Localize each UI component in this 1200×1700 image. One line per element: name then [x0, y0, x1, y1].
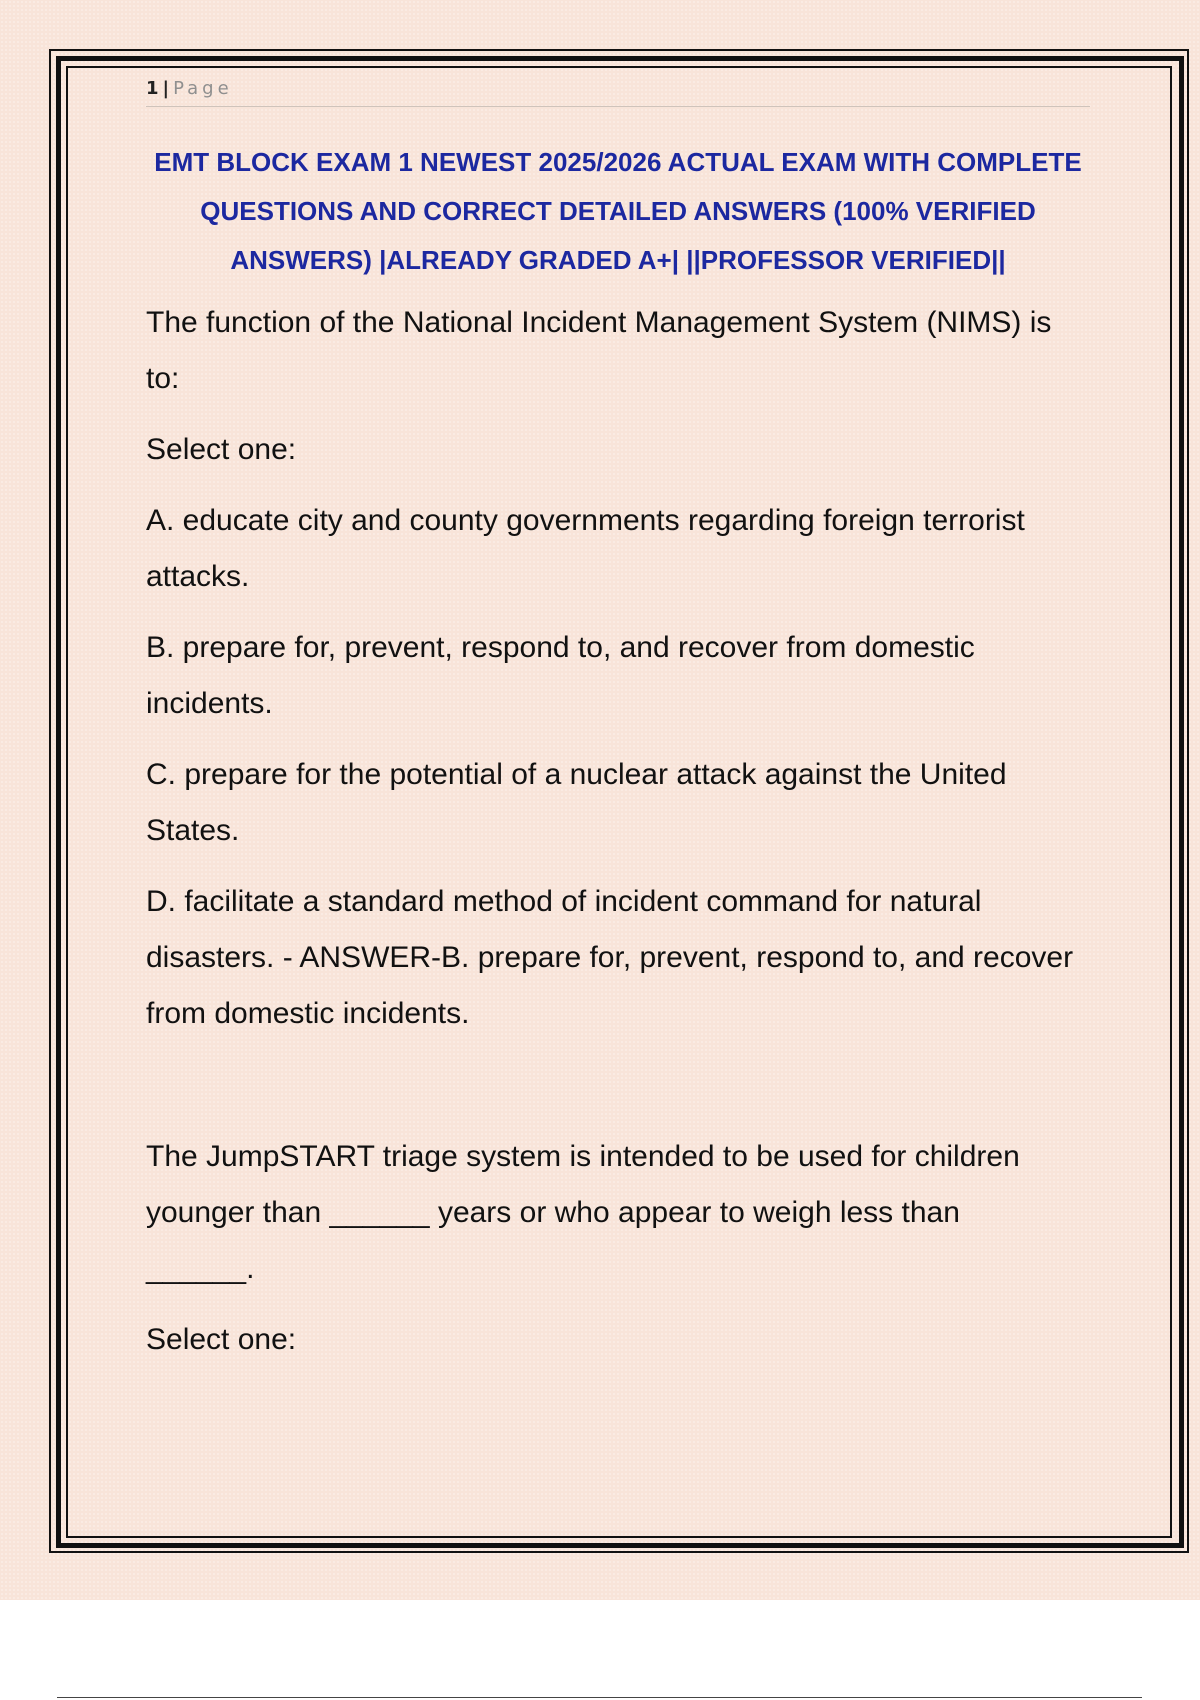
question-1-option-c: C. prepare for the potential of a nuclear attack against the United States.	[146, 758, 1007, 847]
question-2-stem-part1: The JumpSTART triage system is intended to be used for children younger than	[146, 1140, 1020, 1229]
page-label: Page	[173, 78, 233, 99]
page-number: 1	[146, 78, 159, 99]
document-title: EMT BLOCK EXAM 1 NEWEST 2025/2026 ACTUAL EXAM WITH COMPLETE QUESTIONS AND CORRECT DETAILED ANSWERS (100% VERIFIED ANSWERS) |ALREADY GRADED A+| ||PROFESSOR VERIFIED||	[154, 147, 1082, 275]
question-1-option-a: A. educate city and county governments regarding foreign terrorist attacks.	[146, 504, 1025, 593]
question-1-option-d-answer: D. facilitate a standard method of incident command for natural disasters. - ANSWER-B. prepare for, prevent, respond to, and recover from domestic incidents.	[146, 885, 1074, 1030]
question-1	[146, 295, 1090, 1042]
question-2-stem	[146, 1129, 1090, 1297]
question-1-select-label: Select one:	[146, 433, 297, 466]
question-2-stem-end: .	[246, 1252, 255, 1285]
header-separator: |	[162, 78, 170, 99]
question-2-select-label: Select one:	[146, 1323, 297, 1356]
bottom-rule-divider	[57, 1697, 1142, 1698]
page-header	[146, 76, 1090, 107]
question-2-blank-years: ______	[329, 1196, 430, 1229]
question-2-blank-weight: ______	[146, 1252, 247, 1285]
question-1-option-b: B. prepare for, prevent, respond to, and recover from domestic incidents.	[146, 631, 975, 720]
question-2	[146, 1129, 1090, 1368]
question-1-stem: The function of the National Incident Management System (NIMS) is to:	[146, 306, 1052, 395]
document-body	[146, 138, 1090, 1368]
question-2-stem-part2: years or who appear to weigh less than	[437, 1196, 960, 1229]
